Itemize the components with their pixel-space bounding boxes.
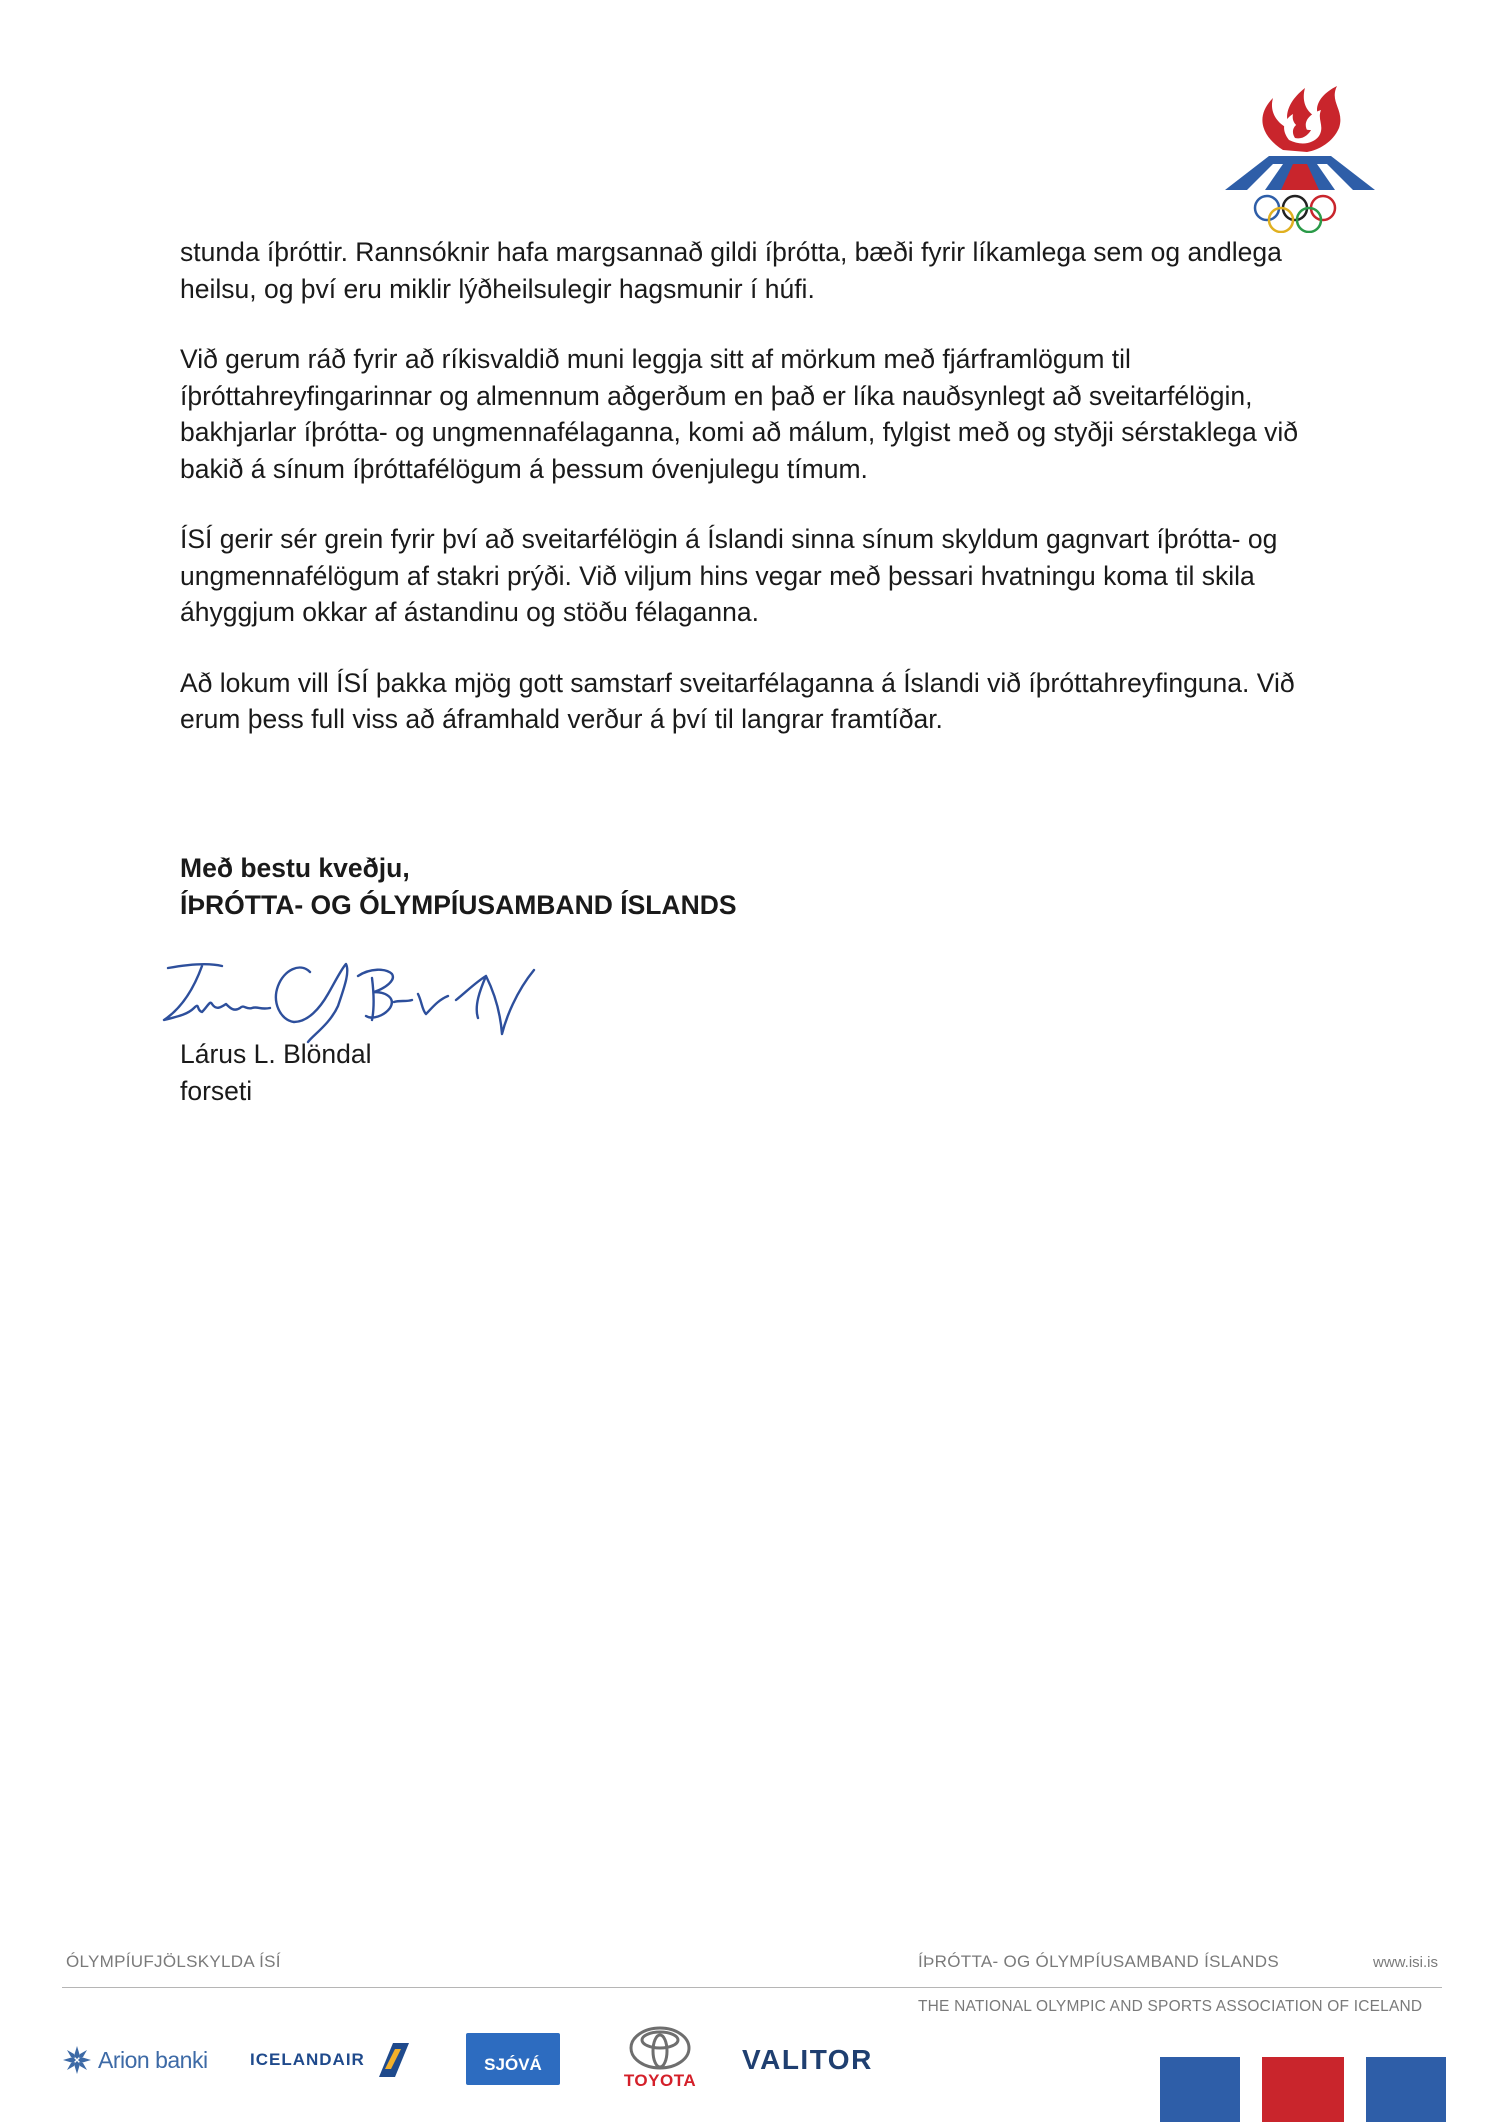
footer-divider <box>62 1987 1442 1988</box>
footer-org-name-english: THE NATIONAL OLYMPIC AND SPORTS ASSOCIATION OF ICELAND <box>918 1998 1423 2015</box>
paragraph-1: stunda íþróttir. Rannsóknir hafa margsannað gildi íþrótta, bæði fyrir líkamlega sem og andlega heilsu, og því eru miklir lýðheilsulegir hagsmunir í húfi. <box>180 237 1282 304</box>
footer-brand-block-blue-left <box>1160 2057 1240 2122</box>
footer-org-name: ÍÞRÓTTA- OG ÓLYMPÍUSAMBAND ÍSLANDS <box>918 1952 1279 1971</box>
valitor-wordmark: VALITOR <box>742 2044 873 2075</box>
paragraph-2: Við gerum ráð fyrir að ríkisvaldið muni leggja sitt af mörkum með fjárframlögum til íþróttahreyfingarinnar og almennum aðgerðum en það er líka nauðsynlegt að sveitarfélögin, bakhjarlar íþrótta- og ungmennafélaganna, komi að málum, fylgist með og styðji sérstaklega við bakið á sínum íþróttafélögum á þessum óvenjulegu tímum. <box>180 344 1298 484</box>
paragraph-4: Að lokum vill ÍSÍ þakka mjög gott samstarf sveitarfélaganna á Íslandi við íþróttahreyfinguna. Við erum þess full viss að áframhald verður á því til langrar framtíðar. <box>180 667 1295 734</box>
signer-title: forseti <box>180 1076 253 1106</box>
sjova-wordmark: SJÓVÁ <box>484 2055 542 2074</box>
closing-block <box>180 850 737 924</box>
footer-brand-block-red <box>1262 2057 1344 2122</box>
signer-name: Lárus L. Blöndal <box>180 1039 372 1069</box>
icelandair-wordmark: ICELANDAIR <box>250 2050 365 2069</box>
sponsor-sjova <box>466 2033 560 2085</box>
arion-wordmark: Arion banki <box>98 2046 208 2073</box>
icelandair-tail-icon <box>365 2041 409 2079</box>
letter-body <box>180 234 1320 772</box>
closing-greeting: Með bestu kveðju, <box>180 853 410 883</box>
sponsor-valitor <box>742 2040 873 2080</box>
emblem-icon <box>1225 156 1375 190</box>
sponsor-arion-banki <box>62 2043 208 2077</box>
sponsor-icelandair <box>250 2040 409 2080</box>
footer-olympic-family-title: ÓLYMPÍUFJÖLSKYLDA ÍSÍ <box>66 1952 281 1971</box>
olympic-rings-icon <box>1255 196 1335 232</box>
footer-brand-block-blue-right <box>1366 2057 1446 2122</box>
toyota-wordmark: TOYOTA <box>623 2071 697 2090</box>
arion-star-icon <box>62 2045 92 2075</box>
footer-website-link[interactable]: www.isi.is <box>1373 1954 1439 1971</box>
flame-icon <box>1262 86 1340 152</box>
closing-organization: ÍÞRÓTTA- OG ÓLYMPÍUSAMBAND ÍSLANDS <box>180 890 737 920</box>
signer-block <box>180 1036 372 1110</box>
toyota-emblem-icon <box>628 2025 692 2071</box>
paragraph-3: ÍSÍ gerir sér grein fyrir því að sveitarfélögin á Íslandi sinna sínum skyldum gagnvart íþrótta- og ungmennafélögum af stakri prýði. Við viljum hins vegar með þessari hvatningu koma til skila áhyggjum okkar af ástandinu og stöðu félaganna. <box>180 524 1278 627</box>
isi-olympic-logo <box>1225 78 1375 233</box>
sponsor-toyota <box>615 2025 705 2097</box>
